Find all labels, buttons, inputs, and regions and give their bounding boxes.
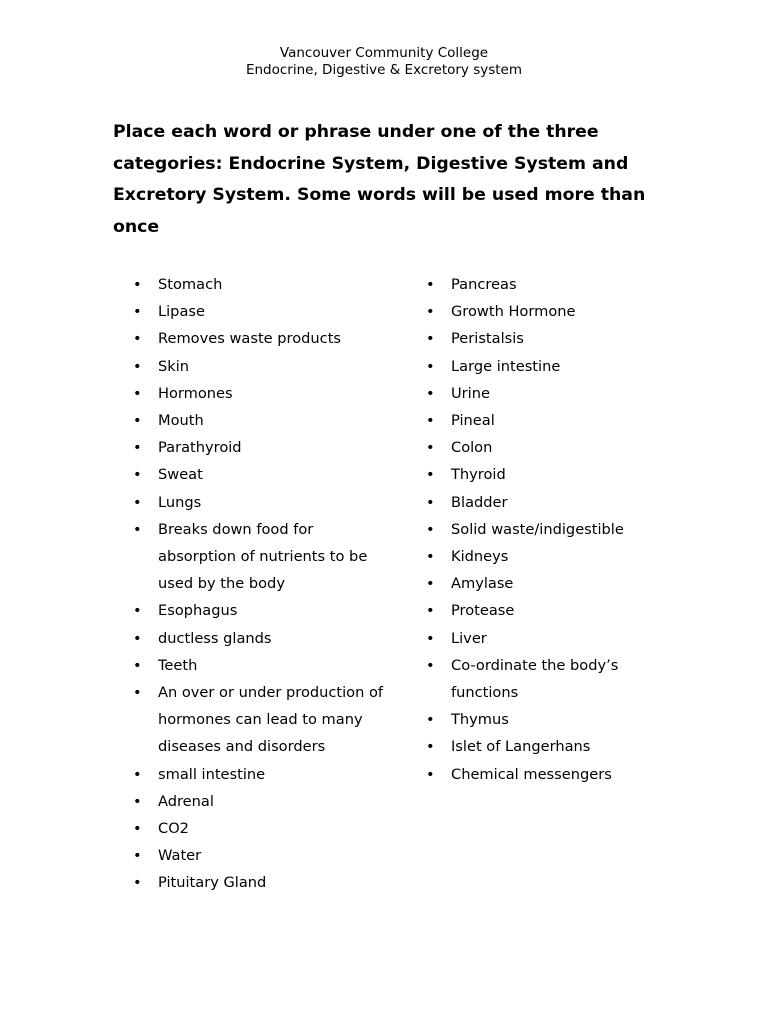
list-item: • Growth Hormone: [426, 298, 666, 325]
list-item: • Chemical messengers: [426, 761, 666, 788]
list-item: • small intestine: [133, 761, 388, 788]
list-item: • Solid waste/indigestible: [426, 516, 666, 543]
list-item: • Peristalsis: [426, 325, 666, 352]
list-item: • Thyroid: [426, 461, 666, 488]
list-item: • Sweat: [133, 461, 388, 488]
list-item: • Kidneys: [426, 543, 666, 570]
header-subject: Endocrine, Digestive & Excretory system: [245, 62, 523, 78]
header-institution: Vancouver Community College: [279, 45, 489, 61]
list-item: • Urine: [426, 380, 666, 407]
list-item: • Parathyroid: [133, 434, 388, 461]
list-item: • Mouth: [133, 407, 388, 434]
list-item: • Pancreas: [426, 271, 666, 298]
list-item: • Stomach: [133, 271, 388, 298]
list-item: • An over or under production of hormones can lead to many diseases and disorders: [133, 679, 388, 761]
list-item: • Co-ordinate the body’s functions: [426, 652, 666, 706]
document-header: [0, 45, 768, 79]
list-item: • Colon: [426, 434, 666, 461]
list-item: • Water: [133, 842, 388, 869]
list-item: • Liver: [426, 625, 666, 652]
list-item: • Thymus: [426, 706, 666, 733]
list-item: • Bladder: [426, 489, 666, 516]
list-item: • Pineal: [426, 407, 666, 434]
list-item: • Esophagus: [133, 597, 388, 624]
list-item: • Breaks down food for absorption of nutrients to be used by the body: [133, 516, 388, 598]
list-item: • Teeth: [133, 652, 388, 679]
right-term-list: [426, 271, 666, 788]
list-item: • Adrenal: [133, 788, 388, 815]
list-item: • Amylase: [426, 570, 666, 597]
list-item: • Pituitary Gland: [133, 869, 388, 896]
list-item: • CO2: [133, 815, 388, 842]
left-term-list: [133, 271, 388, 897]
list-item: • Large intestine: [426, 353, 666, 380]
instructions-text: Place each word or phrase under one of the three categories: Endocrine System, Digestive System and Excretory System. Some words will be used more than once: [113, 122, 646, 237]
list-item: • Removes waste products: [133, 325, 388, 352]
list-item: • Lungs: [133, 489, 388, 516]
list-item: • ductless glands: [133, 625, 388, 652]
list-item: • Skin: [133, 353, 388, 380]
list-item: • Hormones: [133, 380, 388, 407]
list-item: • Islet of Langerhans: [426, 733, 666, 760]
list-item: • Protease: [426, 597, 666, 624]
list-item: • Lipase: [133, 298, 388, 325]
